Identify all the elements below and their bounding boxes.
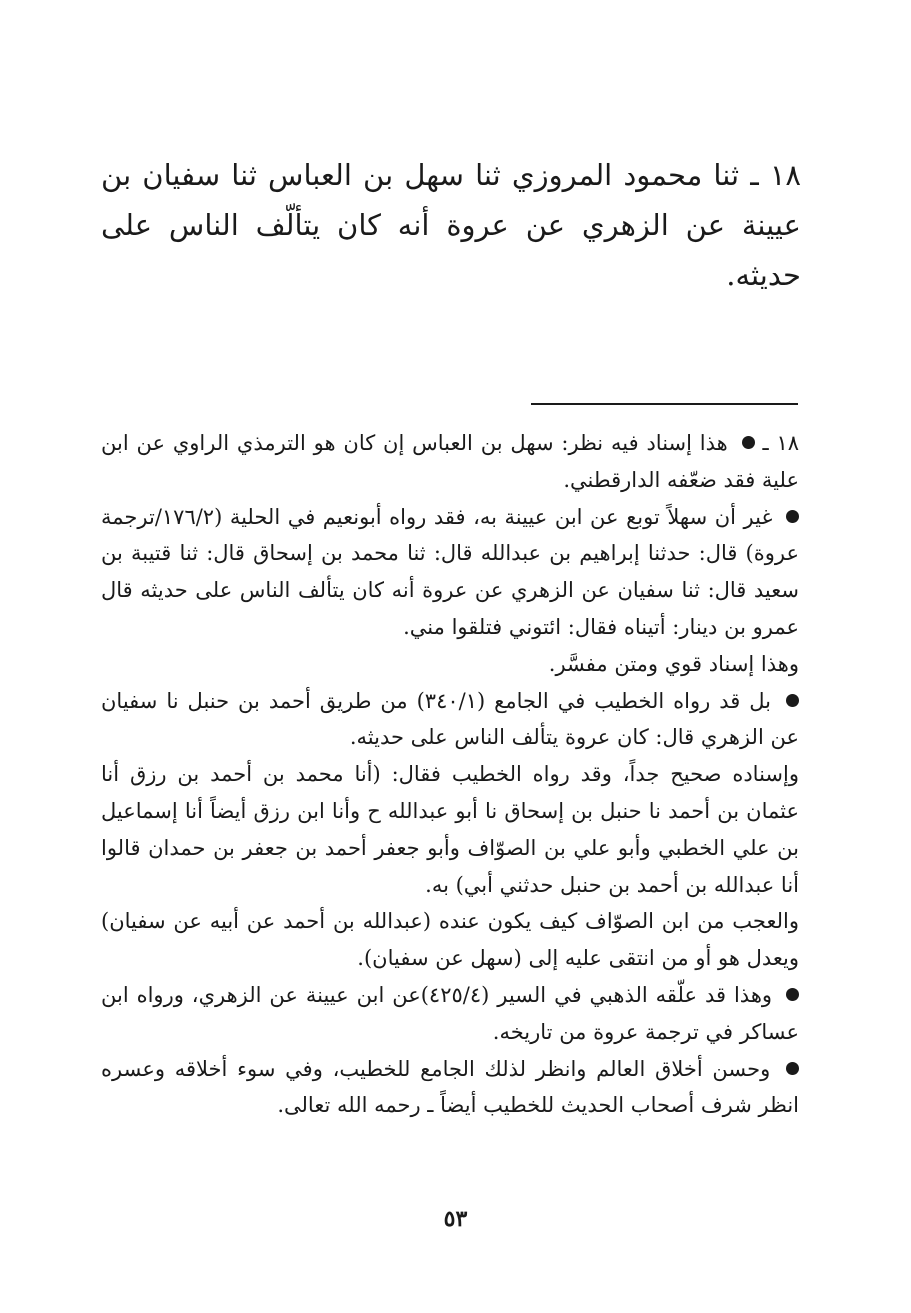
bullet-icon (786, 694, 799, 707)
footnote-text: غير أن سهلاً توبع عن ابن عيينة به، فقد رواه أبونعيم في الحلية (١٧٦/٢/ترجمة عروة) قال: حدثنا إبراهيم بن عبدالله قال: ثنا محمد بن إسحاق قال: ثنا قتيبة بن سعيد قال: ثنا سفيان عن الزهري عن عروة أنه كان يتألف الناس على حديثه قال عمرو بن دينار: أتيناه فقال: ائتوني فتلقوا مني. (101, 504, 799, 639)
footnote-paragraph (101, 425, 799, 499)
footnote-paragraph (101, 977, 799, 1051)
footnote-text: وهذا إسناد قوي ومتن مفسَّر. (548, 651, 799, 676)
bullet-icon (742, 436, 755, 449)
footnote-text: وحسن أخلاق العالم وانظر لذلك الجامع للخطيب، وفي سوء أخلاقه وعسره انظر شرف أصحاب الحديث للخطيب أيضاً ـ رحمه الله تعالى. (101, 1056, 799, 1118)
hadith-text: ١٨ ـ ثنا محمود المروزي ثنا سهل بن العباس ثنا سفيان بن عيينة عن الزهري عن عروة أنه كان يتألّف الناس على حديثه. (101, 158, 801, 292)
footnote-text: وهذا قد علّقه الذهبي في السير (٤٢٥/٤)عن ابن عيينة عن الزهري، ورواه ابن عساكر في ترجمة عروة من تاريخه. (101, 982, 799, 1044)
page-number: ٥٣ (443, 1206, 468, 1232)
footnote-paragraph (101, 683, 799, 757)
footnotes-section (101, 425, 799, 1124)
footnote-text: وإسناده صحيح جداً، وقد رواه الخطيب فقال: (أنا محمد بن أحمد بن رزق أنا عثمان بن أحمد نا حنبل بن إسحاق نا أبو عبدالله ح وأنا ابن رزق أيضاً أنا إسماعيل بن علي الخطبي وأبو علي بن الصوّاف وأبو جعفر أحمد بن جعفر بن حمدان قالوا أنا عبدالله بن أحمد بن حنبل حدثني أبي) به. (101, 762, 799, 897)
footnote-text: والعجب من ابن الصوّاف كيف يكون عنده (عبدالله بن أحمد عن أبيه عن سفيان) ويعدل هو أو من انتقى عليه إلى (سهل عن سفيان). (101, 909, 799, 971)
footnote-paragraph (101, 646, 799, 683)
footnote-paragraph (101, 756, 799, 903)
footnote-text: هذا إسناد فيه نظر: سهل بن العباس إن كان هو الترمذي الراوي عن ابن علية فقد ضعّفه الدارقطني. (101, 431, 799, 492)
footnote-text: بل قد رواه الخطيب في الجامع (٣٤٠/١) من طريق أحمد بن حنبل نا سفيان عن الزهري قال: كان عروة يتألف الناس على حديثه. (101, 688, 799, 750)
footnote-paragraph (101, 499, 799, 646)
footnote-paragraph (101, 903, 799, 977)
bullet-icon (786, 988, 799, 1001)
bullet-icon (786, 1062, 799, 1075)
footnote-paragraph (101, 1051, 799, 1125)
footnote-marker: ١٨ ـ (762, 431, 799, 455)
bullet-icon (786, 510, 799, 523)
footnote-divider (531, 403, 798, 405)
